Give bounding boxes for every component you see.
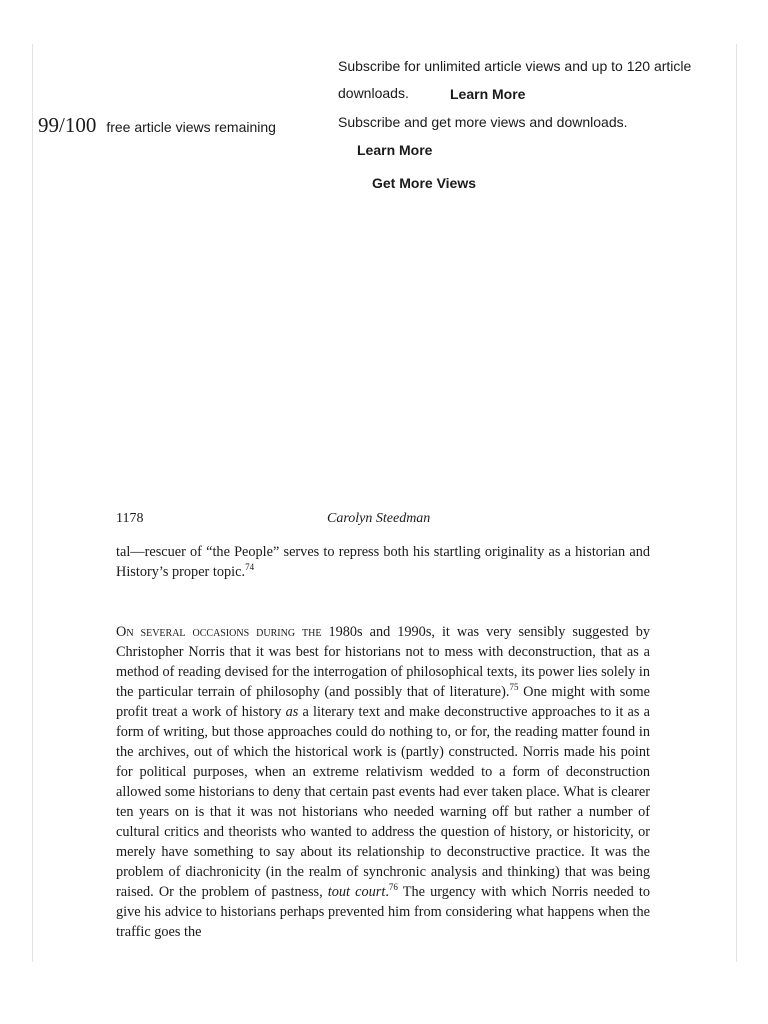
document-page: [116, 508, 650, 942]
views-count: 99/100: [38, 113, 97, 137]
paragraph-2: [116, 622, 650, 942]
paragraph-2-tout-court: tout court: [327, 884, 386, 900]
page-border-right: [736, 44, 737, 962]
paragraph-1-text: tal—rescuer of “the People” serves to repress both his startling originality as a historian and History’s proper topic.: [116, 544, 650, 580]
footnote-ref-74: 74: [245, 562, 255, 573]
running-author: Carolyn Steedman: [327, 511, 431, 526]
paragraph-2-lead: On several occasions during the: [116, 624, 322, 640]
footnote-ref-76: 76: [388, 882, 398, 893]
running-head: [116, 508, 650, 530]
paragraph-1: [116, 542, 650, 582]
views-remaining-counter: [38, 113, 276, 138]
learn-more-button-unlimited[interactable]: Learn More: [450, 86, 526, 102]
paragraph-2-seg5: The urgency with which Norris needed to give his advice to historians perhaps prevented him from considering what happens when the traffic goes the: [116, 884, 650, 940]
footnote-ref-75: 75: [509, 682, 519, 693]
learn-more-button-more[interactable]: Learn More: [357, 142, 433, 158]
page-border-left: [32, 44, 33, 962]
subscribe-unlimited-text: Subscribe for unlimited article views and up to 120 article: [338, 58, 692, 74]
paragraph-2-seg4: .: [385, 884, 389, 900]
get-more-views-button[interactable]: Get More Views: [372, 175, 477, 191]
page-number: 1178: [116, 511, 144, 526]
paragraph-2-seg1: 1980s and 1990s, it was very sensibly suggested by Christopher Norris that it was best for historians not to mess with deconstruction, that as a method of reading devised for the interrogation of philosophical texts, its power lies solely in the particular terrain of philosophy (and possibly that of literature).: [116, 624, 650, 700]
subscribe-unlimited-text-cont: downloads.: [338, 85, 409, 101]
paragraph-2-seg3: a literary text and make deconstructive approaches to it as a form of writing, but those approaches could do nothing to, or for, the reading matter found in the archives, out of which the historical work is (partly) constructed. Norris made his point for political purposes, when an extreme relativism wedded to a form of deconstruction allowed some historians to deny that certain past events had ever taken place. What is clearer ten years on is that it was not historians who needed warning off but rather a number of cultural critics and theorists who wanted to address the question of history, or historicity, or merely have something to say about its relationship to deconstructive practice. It was the problem of diachronicity (in the realm of synchronic analysis and thinking) that was being raised. Or the problem of pastness,: [116, 704, 650, 900]
subscribe-more-text: Subscribe and get more views and downloads.: [338, 114, 628, 130]
views-label: free article views remaining: [106, 119, 276, 135]
paragraph-2-seg2: One might with some profit treat a work of history: [116, 684, 650, 720]
paragraph-2-as: as: [285, 704, 299, 720]
